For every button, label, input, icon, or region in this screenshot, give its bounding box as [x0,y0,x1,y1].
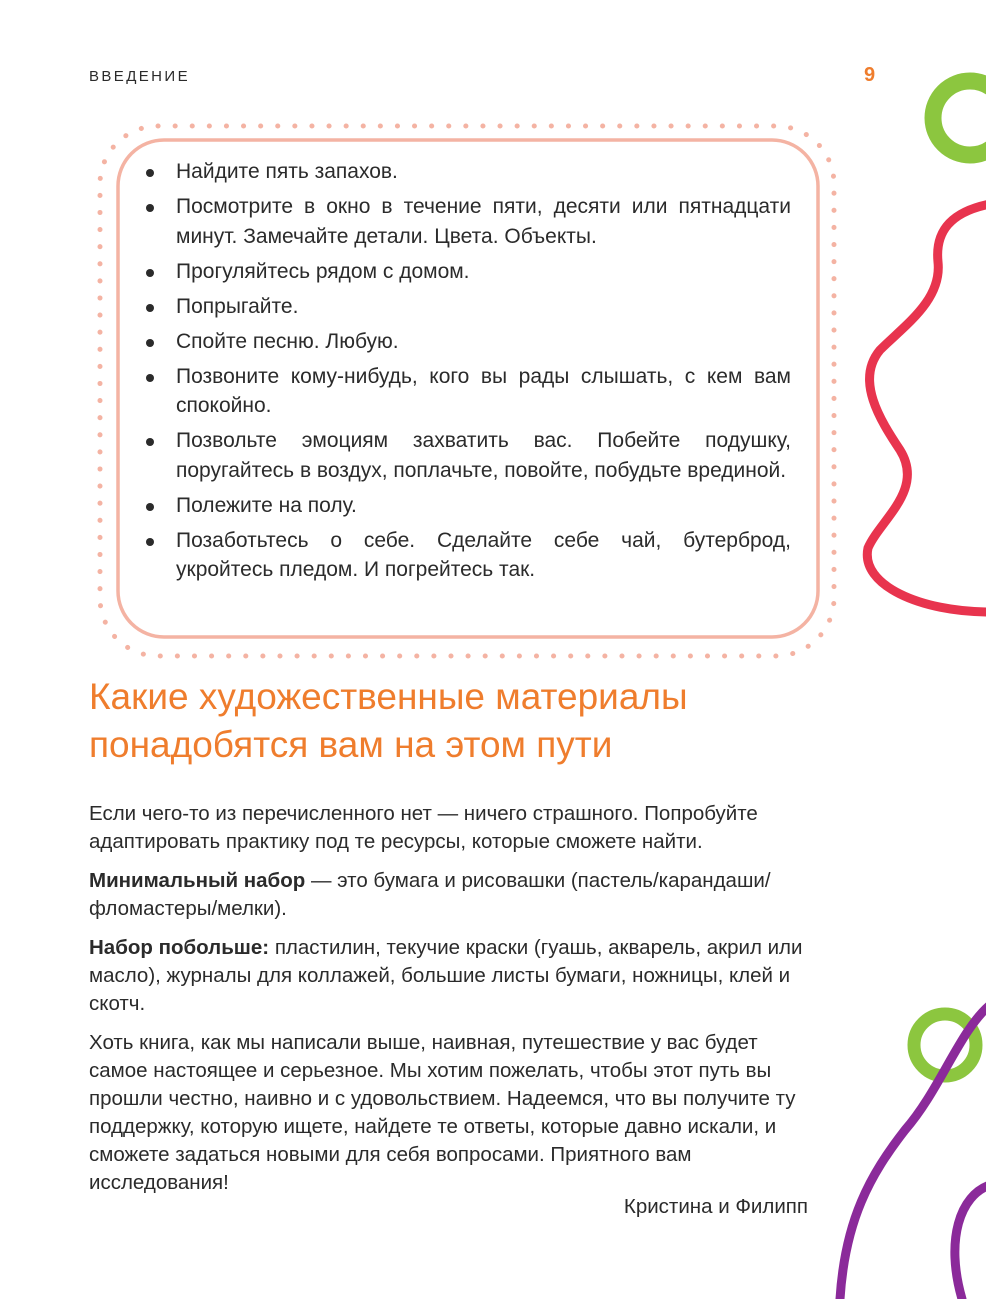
minimal-set-paragraph [89,867,819,923]
tip-item: Попрыгайте. [146,292,791,322]
tip-item: Позвоните кому-нибудь, кого вы рады слышать, с кем вам спокойно. [146,362,791,421]
section-heading: Какие художественные материалы понадобятся вам на этом пути [89,676,688,765]
tip-item: Позаботьтесь о себе. Сделайте себе чай, бутерброд, укройтесь пледом. И погрейтесь так. [146,526,791,585]
tip-item: Полежите на полу. [146,491,791,521]
tip-item: Спойте песню. Любую. [146,327,791,357]
tip-item: Посмотрите в окно в течение пяти, десяти или пятнадцати минут. Замечайте детали. Цвета. Объекты. [146,192,791,251]
tip-item: Прогуляйтесь рядом с домом. [146,257,791,287]
minimal-set-text: — это бумага и рисовашки (пастель/карандаши/фломастеры/мелки). [89,869,771,920]
bigger-set-paragraph [89,934,819,1018]
minimal-set-label: Минимальный набор [89,869,306,892]
running-head-section: ВВЕДЕНИЕ [89,68,190,85]
page-number: 9 [864,64,876,86]
tips-list [146,157,791,590]
body-text [89,800,819,1208]
intro-paragraph: Если чего-то из перечисленного нет — ничего страшного. Попробуйте адаптировать практику под те ресурсы, которые сможете найти. [89,802,758,853]
bigger-set-text: пластилин, текучие краски (гуашь, акварель, акрил или масло), журналы для коллажей, большие листы бумаги, ножницы, клей и скотч. [89,936,803,1015]
tip-item: Позвольте эмоциям захватить вас. Побейте подушку, поругайтесь в воздух, поплачьте, повойте, побудьте врединой. [146,426,791,485]
tip-item: Найдите пять запахов. [146,157,791,187]
bigger-set-label: Набор побольше: [89,936,270,959]
closing-paragraph: Хоть книга, как мы написали выше, наивная, путешествие у вас будет самое настоящее и серьезное. Мы хотим пожелать, чтобы этот путь вы прошли честно, наивно и с удовольствием. Надеемся, что вы получите ту поддержку, которую ищете, найдете те ответы, которые давно искали, и сможете задаться новыми для себя вопросами. Приятного вам исследования! [89,1031,796,1194]
signature: Кристина и Филипп [623,1195,808,1218]
